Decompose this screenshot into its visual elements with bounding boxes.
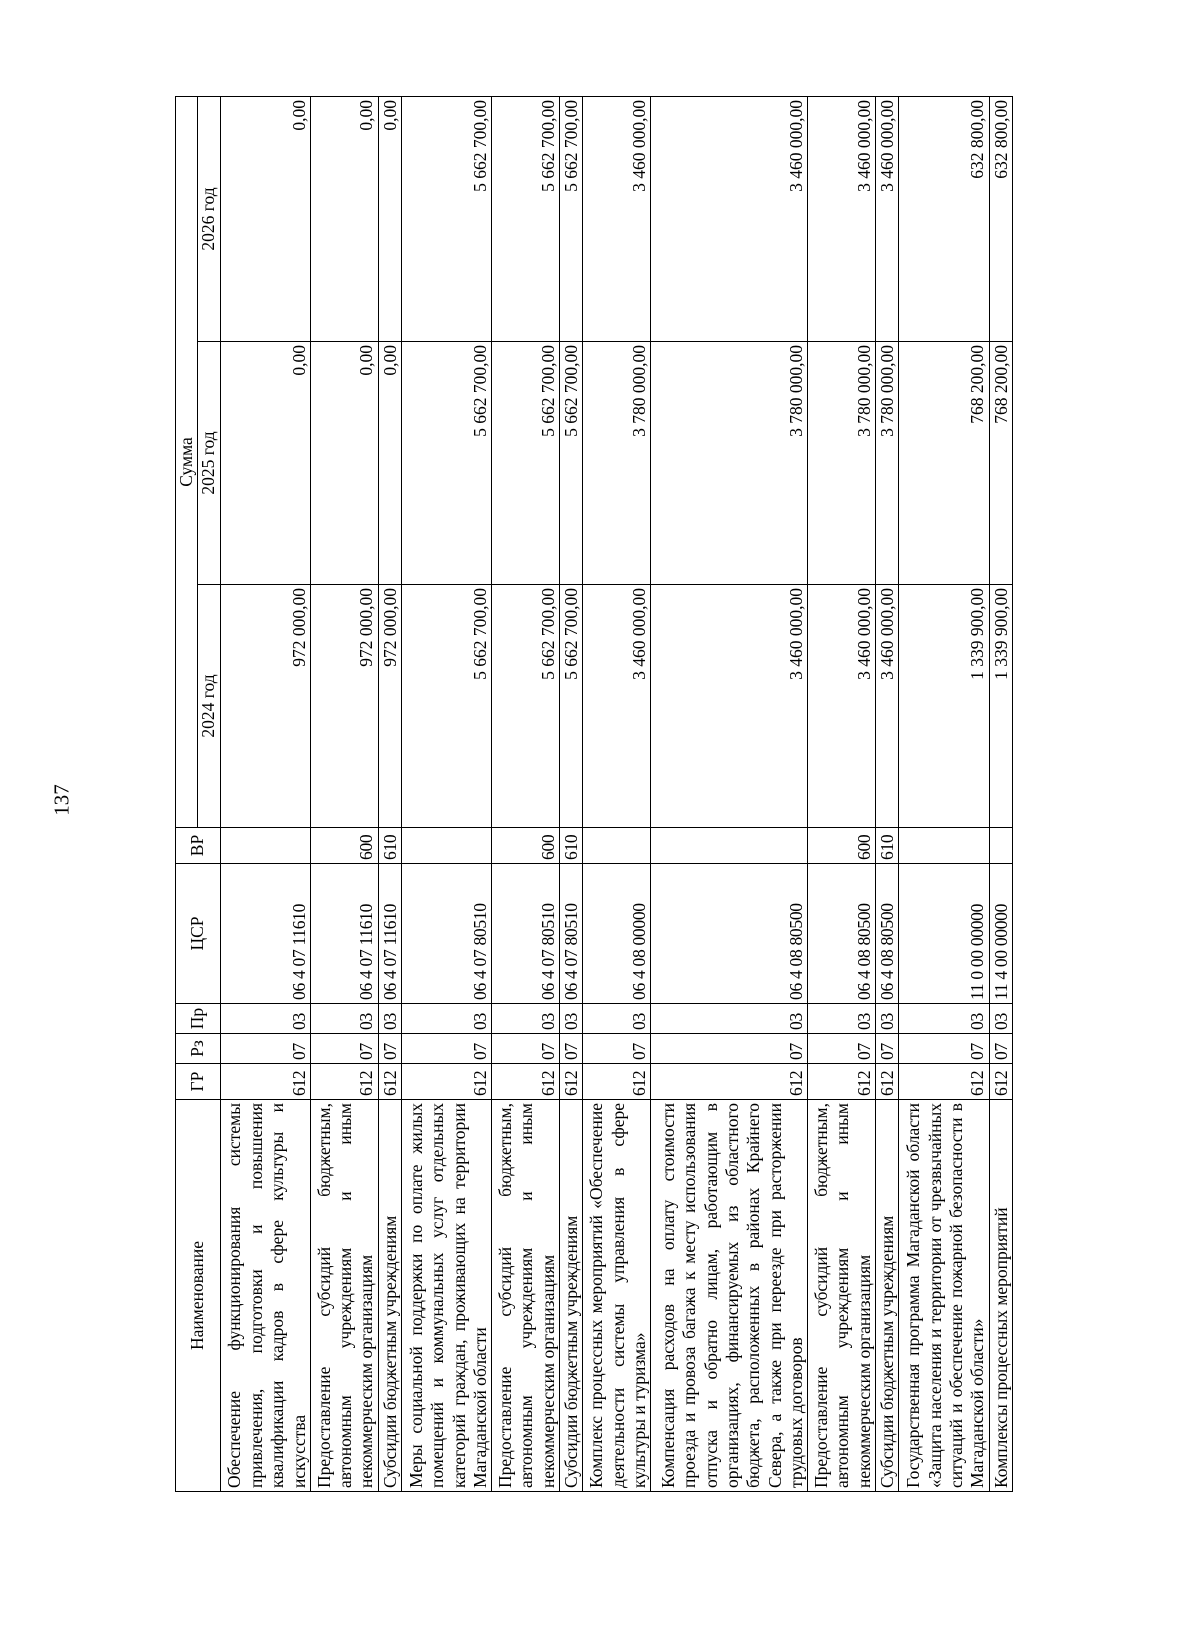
- cell-name: Комплексы процессных мероприятий: [989, 1100, 1012, 1492]
- cell-gr: 612: [651, 1064, 808, 1100]
- cell-vr: 600: [492, 828, 560, 864]
- cell-y2026: 0,00: [310, 96, 378, 341]
- cell-vr: [583, 828, 651, 864]
- cell-y2024: 5 662 700,00: [492, 585, 560, 828]
- cell-y2025: 3 780 000,00: [583, 342, 651, 585]
- header-2026: 2026 год: [198, 96, 220, 341]
- cell-y2026: 632 800,00: [899, 96, 989, 341]
- cell-pr: 03: [989, 1004, 1012, 1034]
- cell-csr: 06 4 07 11610: [220, 864, 310, 1004]
- cell-y2024: 1 339 900,00: [989, 585, 1012, 828]
- cell-gr: 612: [583, 1064, 651, 1100]
- cell-csr: 06 4 07 80510: [402, 864, 492, 1004]
- cell-y2025: 768 200,00: [989, 342, 1012, 585]
- cell-y2024: 3 460 000,00: [583, 585, 651, 828]
- cell-rz: 07: [583, 1034, 651, 1064]
- header-name: Наименование: [176, 1100, 221, 1492]
- cell-gr: 612: [989, 1064, 1012, 1100]
- cell-csr: 06 4 08 80500: [651, 864, 808, 1004]
- cell-pr: 03: [560, 1004, 583, 1034]
- table-row: [989, 96, 1012, 1491]
- table-row: [402, 96, 492, 1491]
- cell-y2025: 3 780 000,00: [651, 342, 808, 585]
- table-row: [492, 96, 560, 1491]
- cell-name: Субсидии бюджетным учреждениям: [378, 1100, 401, 1492]
- header-gr: ГР: [176, 1064, 221, 1100]
- cell-y2026: 0,00: [220, 96, 310, 341]
- cell-y2026: 5 662 700,00: [560, 96, 583, 341]
- cell-rz: 07: [492, 1034, 560, 1064]
- cell-y2024: 5 662 700,00: [560, 585, 583, 828]
- cell-pr: 03: [876, 1004, 899, 1034]
- cell-y2025: 768 200,00: [899, 342, 989, 585]
- cell-rz: 07: [899, 1034, 989, 1064]
- table-row: [583, 96, 651, 1491]
- cell-name: Предоставление субсидий бюджетным, автономным учреждениям и иным некоммерческим организациям: [808, 1100, 876, 1492]
- page-number: 137: [49, 784, 74, 816]
- table-row: [310, 96, 378, 1491]
- cell-name: Обеспечение функционирования системы привлечения, подготовки и повышения квалификации кадров в сфере культуры и искусства: [220, 1100, 310, 1492]
- header-2025: 2025 год: [198, 342, 220, 585]
- cell-name: Государственная программа Магаданской области «Защита населения и территории от чрезвычайных ситуаций и обеспечение пожарной безопасности в Магаданской области»: [899, 1100, 989, 1492]
- cell-gr: 612: [492, 1064, 560, 1100]
- cell-y2024: 1 339 900,00: [899, 585, 989, 828]
- cell-name: Компенсация расходов на оплату стоимости проезда и провоза багажа к месту использования отпуска и обратно лицам, работающим в организациях, финансируемых из областного бюджета, расположенных в районах Крайнего Севера, а также при переезде при расторжении трудовых договоров: [651, 1100, 808, 1492]
- cell-rz: 07: [651, 1034, 808, 1064]
- header-vr: ВР: [176, 828, 221, 864]
- table-row: [560, 96, 583, 1491]
- rotated-table-container: [175, 97, 1013, 1492]
- cell-y2024: 972 000,00: [378, 585, 401, 828]
- cell-csr: 06 4 07 80510: [492, 864, 560, 1004]
- cell-vr: [989, 828, 1012, 864]
- cell-gr: 612: [310, 1064, 378, 1100]
- cell-gr: 612: [899, 1064, 989, 1100]
- cell-csr: 06 4 08 80500: [808, 864, 876, 1004]
- cell-y2024: 3 460 000,00: [651, 585, 808, 828]
- cell-y2025: 0,00: [220, 342, 310, 585]
- cell-y2025: 5 662 700,00: [492, 342, 560, 585]
- cell-vr: [220, 828, 310, 864]
- table-row: [378, 96, 401, 1491]
- cell-rz: 07: [220, 1034, 310, 1064]
- header-pr: Пр: [176, 1004, 221, 1034]
- cell-pr: 03: [808, 1004, 876, 1034]
- cell-y2026: 632 800,00: [989, 96, 1012, 341]
- cell-name: Предоставление субсидий бюджетным, автономным учреждениям и иным некоммерческим организациям: [310, 1100, 378, 1492]
- cell-y2026: 3 460 000,00: [651, 96, 808, 341]
- cell-y2026: 3 460 000,00: [808, 96, 876, 341]
- cell-pr: 03: [651, 1004, 808, 1034]
- cell-csr: 11 4 00 00000: [989, 864, 1012, 1004]
- cell-gr: 612: [378, 1064, 401, 1100]
- cell-pr: 03: [899, 1004, 989, 1034]
- cell-csr: 06 4 07 11610: [378, 864, 401, 1004]
- cell-y2025: 3 780 000,00: [876, 342, 899, 585]
- cell-y2026: 5 662 700,00: [492, 96, 560, 341]
- cell-y2024: 972 000,00: [220, 585, 310, 828]
- cell-y2026: 3 460 000,00: [876, 96, 899, 341]
- cell-pr: 03: [492, 1004, 560, 1034]
- table-body: [220, 96, 1012, 1491]
- cell-pr: 03: [402, 1004, 492, 1034]
- cell-y2024: 5 662 700,00: [402, 585, 492, 828]
- cell-y2024: 3 460 000,00: [808, 585, 876, 828]
- cell-pr: 03: [378, 1004, 401, 1034]
- cell-rz: 07: [808, 1034, 876, 1064]
- cell-csr: 06 4 07 11610: [310, 864, 378, 1004]
- header-rz: Рз: [176, 1034, 221, 1064]
- budget-table: [175, 96, 1013, 1492]
- cell-vr: [899, 828, 989, 864]
- cell-y2025: 3 780 000,00: [808, 342, 876, 585]
- cell-vr: [651, 828, 808, 864]
- table-row: [651, 96, 808, 1491]
- cell-y2025: 0,00: [310, 342, 378, 585]
- cell-pr: 03: [583, 1004, 651, 1034]
- cell-name: Субсидии бюджетным учреждениям: [876, 1100, 899, 1492]
- cell-y2026: 3 460 000,00: [583, 96, 651, 341]
- cell-rz: 07: [989, 1034, 1012, 1064]
- table-row: [808, 96, 876, 1491]
- cell-vr: 600: [808, 828, 876, 864]
- cell-y2025: 0,00: [378, 342, 401, 585]
- cell-vr: 610: [560, 828, 583, 864]
- cell-csr: 06 4 08 80500: [876, 864, 899, 1004]
- cell-y2025: 5 662 700,00: [402, 342, 492, 585]
- cell-vr: 610: [876, 828, 899, 864]
- cell-name: Меры социальной поддержки по оплате жилых помещений и коммунальных услуг отдельных категорий граждан, проживающих на территории Магаданской области: [402, 1100, 492, 1492]
- cell-y2026: 0,00: [378, 96, 401, 341]
- cell-rz: 07: [560, 1034, 583, 1064]
- cell-rz: 07: [876, 1034, 899, 1064]
- header-csr: ЦСР: [176, 864, 221, 1004]
- cell-rz: 07: [402, 1034, 492, 1064]
- table-row: [876, 96, 899, 1491]
- header-2024: 2024 год: [198, 585, 220, 828]
- table-row: [899, 96, 989, 1491]
- cell-gr: 612: [560, 1064, 583, 1100]
- header-sum: Сумма: [176, 96, 198, 827]
- cell-gr: 612: [220, 1064, 310, 1100]
- cell-y2024: 972 000,00: [310, 585, 378, 828]
- cell-gr: 612: [808, 1064, 876, 1100]
- cell-y2025: 5 662 700,00: [560, 342, 583, 585]
- cell-vr: 600: [310, 828, 378, 864]
- cell-name: Субсидии бюджетным учреждениям: [560, 1100, 583, 1492]
- cell-csr: 11 0 00 00000: [899, 864, 989, 1004]
- table-row: [220, 96, 310, 1491]
- cell-vr: [402, 828, 492, 864]
- cell-gr: 612: [876, 1064, 899, 1100]
- cell-y2024: 3 460 000,00: [876, 585, 899, 828]
- cell-csr: 06 4 07 80510: [560, 864, 583, 1004]
- cell-pr: 03: [220, 1004, 310, 1034]
- cell-vr: 610: [378, 828, 401, 864]
- cell-name: Предоставление субсидий бюджетным, автономным учреждениям и иным некоммерческим организациям: [492, 1100, 560, 1492]
- cell-rz: 07: [310, 1034, 378, 1064]
- cell-y2026: 5 662 700,00: [402, 96, 492, 341]
- cell-csr: 06 4 08 00000: [583, 864, 651, 1004]
- cell-rz: 07: [378, 1034, 401, 1064]
- cell-name: Комплекс процессных мероприятий «Обеспечение деятельности системы управления в сфере культуры и туризма»: [583, 1100, 651, 1492]
- cell-pr: 03: [310, 1004, 378, 1034]
- cell-gr: 612: [402, 1064, 492, 1100]
